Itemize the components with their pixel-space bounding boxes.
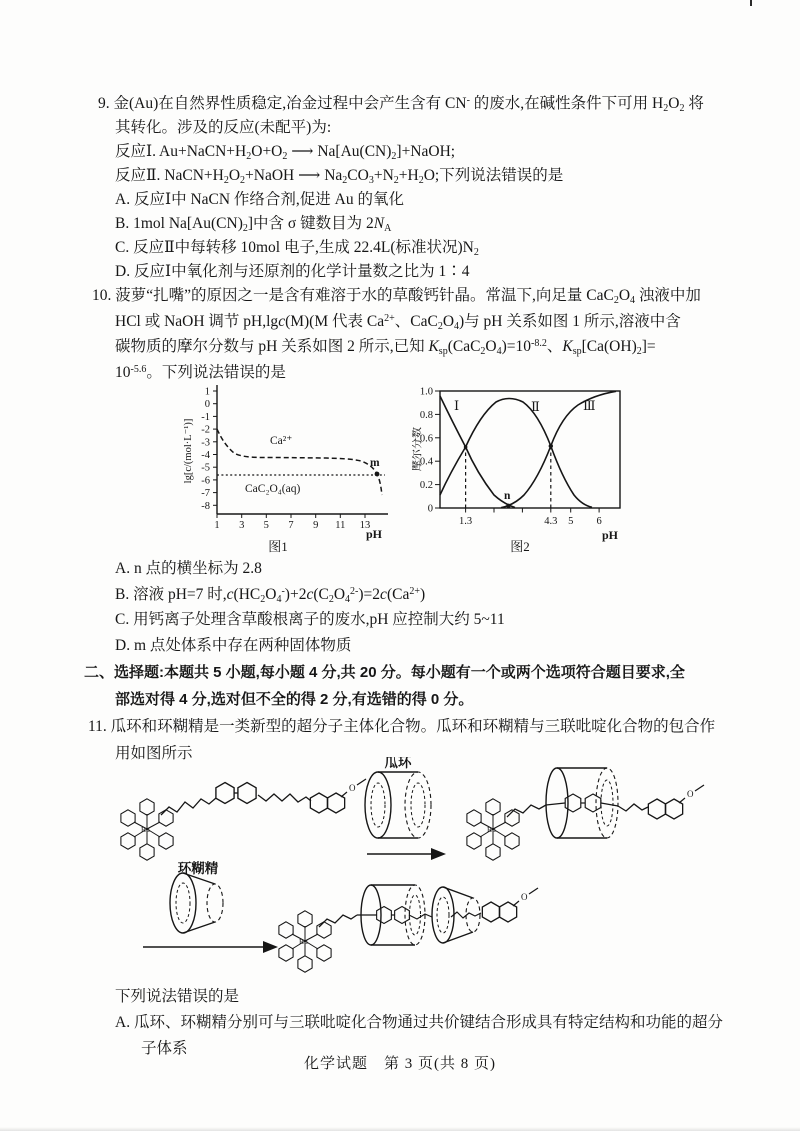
cyclodextrin-host [143, 860, 275, 947]
text-line: 10. 菠萝“扎嘴”的原因之一是含有难溶于水的草酸钙针晶。常温下,向足量 $CaC_2O_4$ 浊液中加 [92, 287, 701, 306]
svg-text:-5: -5 [201, 462, 210, 474]
svg-text:0: 0 [427, 503, 433, 515]
text-line: C. 反应Ⅱ中每转移 10mol 电子,生成 22.4L(标准状况)$N_2$ [115, 239, 479, 258]
question-9 [98, 92, 760, 284]
svg-text:4.3: 4.3 [544, 516, 558, 527]
svg-text:7: 7 [288, 520, 294, 531]
text-line: 二、选择题:本题共 5 小题,每小题 4 分,共 20 分。每小题有一个或两个选项符合题目要求,全 [84, 664, 685, 681]
svg-text:1.0: 1.0 [419, 386, 433, 398]
curve-I-label: Ⅰ [454, 398, 460, 413]
svg-text:-4: -4 [201, 450, 210, 461]
registration-mark [750, 0, 752, 6]
text-line: A. 瓜环、环糊精分别可与三联吡啶化合物通过共价键结合形成具有特定结构和功能的超分 [115, 1014, 723, 1031]
point-m-label: m [370, 457, 380, 469]
figure-1-chart [180, 383, 410, 560]
alkyl-chain [258, 794, 311, 802]
question-10-text [92, 283, 760, 385]
text-line: A. n 点的横坐标为 2.8 [115, 560, 262, 577]
svg-text:0.6: 0.6 [419, 433, 433, 445]
alkyl-chain [319, 915, 357, 927]
svg-text:0.8: 0.8 [419, 409, 433, 421]
figure-2 [412, 383, 650, 565]
text-line: $10^{-5.6}$。下列说法错误的是 [115, 363, 286, 381]
curve-II-label: Ⅱ [531, 399, 540, 414]
svg-text:13: 13 [359, 520, 371, 531]
point-n-label: n [504, 490, 511, 502]
x-axis-label: pH [602, 528, 619, 542]
y-axis-label: lg[c/(mol·L⁻¹)] [183, 418, 194, 484]
svg-text:0.2: 0.2 [419, 480, 433, 492]
alkyl-chain [409, 914, 432, 919]
point-n [506, 504, 510, 508]
svg-text:9: 9 [313, 520, 319, 531]
ether-oxygen-label: O [521, 892, 528, 902]
cucurbituril-label: 瓜环 [384, 757, 412, 770]
ether-oxygen-label: O [349, 783, 356, 793]
question-10-options [98, 556, 760, 658]
point-m [375, 472, 380, 477]
svg-text:-2: -2 [201, 424, 210, 436]
ru-atom-label: Ru [299, 937, 308, 946]
y-tick-labels [201, 387, 210, 512]
svg-text:11: 11 [335, 520, 346, 531]
scan-edge-shadow [0, 1127, 800, 1131]
svg-text:1: 1 [204, 386, 210, 398]
x-tick-labels [459, 516, 602, 527]
y-tick-marks [435, 391, 440, 508]
section-2-header [84, 660, 760, 713]
figure-2-caption: 图2 [510, 539, 530, 554]
crossing-dot-2 [549, 444, 553, 448]
text-line: 部选对得 4 分,选对但不全的得 2 分,有选错的得 0 分。 [115, 690, 474, 708]
svg-text:5: 5 [263, 520, 269, 531]
figure-1-caption: 图1 [268, 539, 288, 554]
svg-text:3: 3 [239, 520, 245, 531]
text-line: 反应Ⅱ. $NaCN+H_2O_2+NaOH$ ⟶ $Na_2CO_3+N_2+H_2O$;下列说法错误的是 [115, 167, 564, 186]
svg-text:5: 5 [568, 516, 574, 527]
text-line: HCl 或 NaOH 调节 pH,lgc(M)(M 代表 $Ca^{2+}$、$CaC_2O_4$)与 pH 关系如图 1 所示,溶液中含 [115, 312, 681, 332]
text-line: B. 1mol $Na[Au(CN)_2]$中含 σ 键数目为 $2N_A$ [115, 215, 392, 234]
page-footer: 化学试题 第 3 页(共 8 页) [304, 1056, 496, 1072]
svg-text:-3: -3 [201, 437, 210, 449]
svg-text:0.4: 0.4 [419, 456, 433, 468]
alkyl-chain [507, 805, 546, 817]
curve-II [440, 399, 592, 508]
y-axis-label: 摩尔分数 [412, 427, 423, 471]
question-11-stem-options [98, 984, 760, 1062]
svg-text:-1: -1 [201, 411, 210, 423]
cucurbituril-host [365, 757, 443, 854]
text-line: 子体系 [141, 1040, 188, 1057]
svg-text:-7: -7 [201, 488, 210, 500]
x-tick-labels [214, 520, 370, 531]
svg-text:0: 0 [204, 399, 210, 411]
crossing-dot-1 [464, 445, 468, 449]
row1-guest-molecule [121, 779, 366, 860]
text-line: 其转化。涉及的反应(未配平)为: [115, 119, 332, 136]
curve-III-label: Ⅲ [583, 398, 596, 413]
text-line: 反应Ⅰ. $Au+NaCN+H_2O+O_2$ ⟶ $Na[Au(CN)_2]+NaOH$; [115, 143, 456, 162]
text-line: A. 反应Ⅰ中 NaCN 作络合剂,促进 Au 的氧化 [115, 191, 404, 208]
row1-inclusion-product [467, 768, 704, 860]
series-label-ca2: Ca²⁺ [270, 435, 293, 447]
text-line: 下列说法错误的是 [115, 988, 240, 1005]
ether-oxygen-label: O [687, 789, 694, 799]
text-line: B. 溶液 pH=7 时$,c(HC_2O_4^-)+2c(C_2O_4^{2-})=2c(Ca^{2+})$ [115, 585, 426, 605]
cyclodextrin-label: 环糊精 [177, 861, 219, 876]
text-line: C. 用钙离子处理含草酸根离子的废水,pH 应控制大约 5~11 [115, 611, 505, 628]
text-line: 9. 金(Au)在自然界性质稳定,冶金过程中会产生含有 CN- 的废水,在碱性条件下可用 $H_2O_2$ 将 [98, 95, 704, 114]
inclusion-diagram [95, 757, 740, 986]
text-line: 用如图所示 [115, 744, 193, 762]
svg-text:1: 1 [214, 520, 220, 531]
text-line: 11. 瓜环和环糊精是一类新型的超分子主体化合物。瓜环和环糊精与三联吡啶化合物的包合作 [88, 718, 716, 735]
svg-text:6: 6 [596, 516, 602, 527]
text-line: D. 反应Ⅰ中氧化剂与还原剂的化学计量数之比为 1∶4 [115, 263, 470, 280]
text-line: 碳物质的摩尔分数与 pH 关系如图 2 所示,已知 $K_{sp}(CaC_2O_4)=10^{-8.2}$、$K_{sp}[Ca(OH)_2]=$ [115, 338, 656, 357]
x-axis-label: pH [366, 527, 383, 541]
ru-atom-label: Ru [487, 825, 496, 834]
alkyl-chain [161, 798, 216, 815]
ru-atom-label: Ru [141, 825, 150, 834]
figure-2-chart [412, 383, 650, 560]
alkyl-chain [618, 804, 648, 811]
inclusion-diagram-svg [95, 757, 740, 981]
svg-text:1.3: 1.3 [459, 516, 473, 527]
row2-inclusion-product [279, 885, 538, 972]
series-label-cac2o4: CaC₂O₄(aq) [245, 483, 301, 495]
figure-1 [180, 383, 410, 565]
curve-III [501, 391, 616, 507]
svg-text:-6: -6 [201, 475, 210, 487]
text-line: D. m 点处体系中存在两种固体物质 [115, 636, 352, 654]
svg-text:-8: -8 [201, 500, 210, 512]
